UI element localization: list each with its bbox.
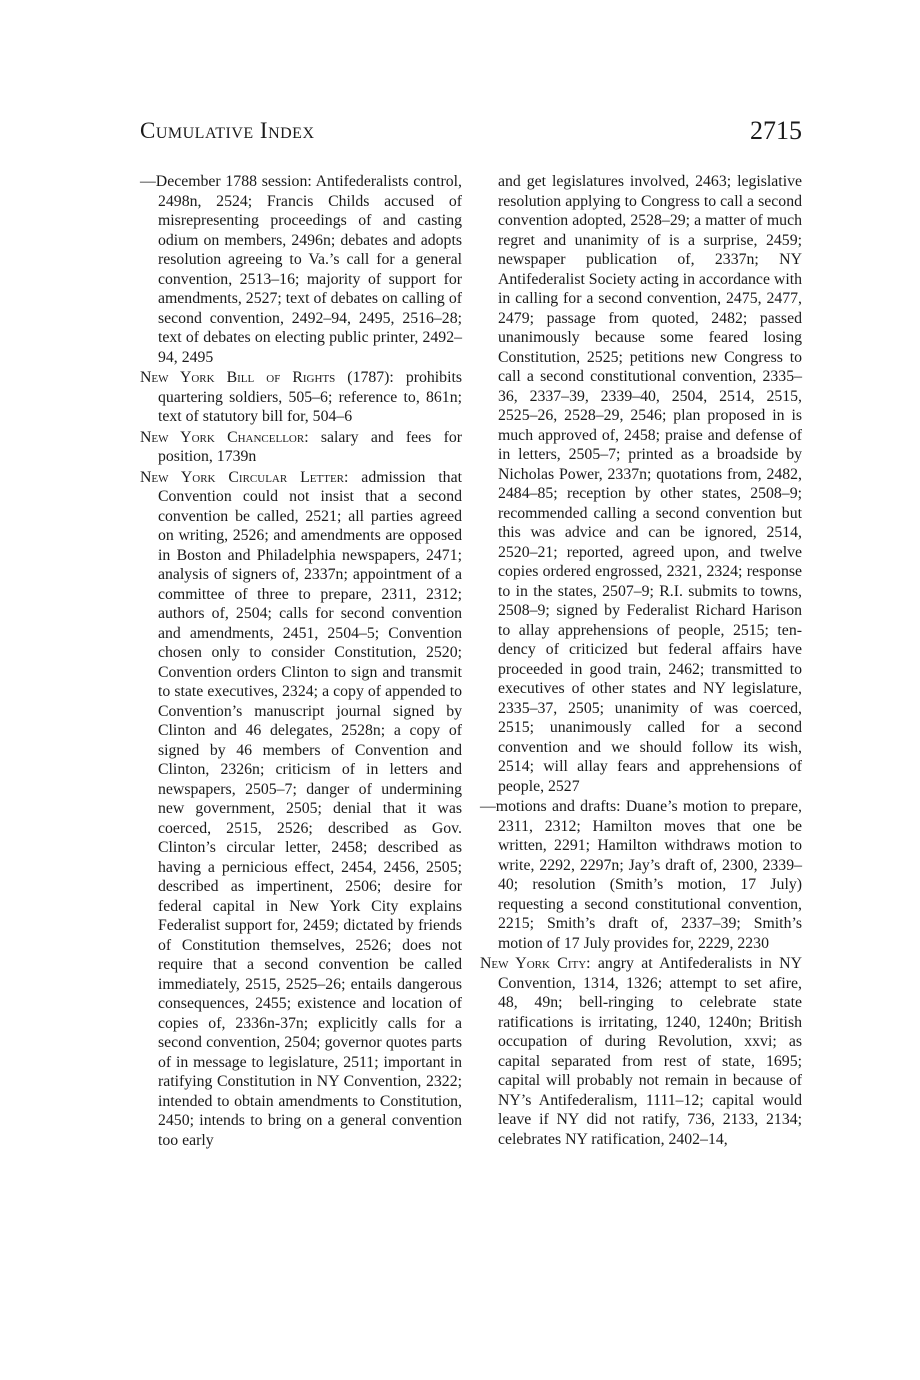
- entry-heading: New York Bill of Rights: [140, 369, 336, 386]
- index-entry: [140, 368, 462, 427]
- running-title: Cumulative Index: [140, 118, 315, 143]
- index-entry-continuation: [480, 172, 802, 796]
- index-entry: [480, 954, 802, 1149]
- entry-text: and get legislatures involved, 2463; legislative resolution applying to Congress to call a second convention adopted, 2528–29; a matter of much regret and unanimity of is a surprise, 2459; newspaper publication of, 2337n; NY Antifederalist Society acting in accordance with in calling for a second convention, 2475, 2477, 2479; passage from quoted, 2482; passed unanimously because some feared losing Constitution, 2525; petitions new Congress to call a second constitutional convention, 2335–36, 2337–39, 2339–40, 2504, 2514, 2515, 2525–26, 2528–29, 2546; plan proposed in is much approved of, 2458; praise and defense of in letters, 2505–7; printed as a broadside by Nicholas Power, 2337n; quotations from, 2482, 2484–85; reception by other states, 2508–9; recommended calling a second convention but this was advice and can be ignored, 2514, 2520–21; reported, agreed upon, and twelve copies ordered engrossed, 2321, 2324; response to in the states, 2507–9; R.I. submits to towns, 2508–9; signed by Federalist Richard Harison to allay apprehensions of people, 2515; tendency of criticized but federal affairs have proceeded in good train, 2462; transmitted to executives of other states and NY legislature, 2335–37, 2505; unanimity of was coerced, 2515; unanimously called for a second convention and we should follow its wish, 2514; will allay fears and apprehensions of people, 2527: [498, 173, 802, 795]
- entry-text: : angry at Antifederalists in NY Convention, 1314, 1326; attempt to set afire, 48, 49n; bell-ringing to celebrate state ratifications is irritating, 1240, 1240n; British occupation of during Revolution, xxvi; as capital separated from rest of state, 1695; capital will probably not remain in because of NY’s Antifederalism, 1111–12; capital would leave if NY did not ratify, 736, 2133, 2134; celebrates NY ratification, 2402–14,: [498, 955, 802, 1148]
- entry-text: —December 1788 session: Antifederalists control, 2498n, 2524; Francis Childs accused of misrepresenting proceedings of and casting odium on members, 2496n; debates and adopts resolution agreeing to Va.’s call for a general convention, 2513–16; majority of support for amendments, 2527; text of debates on calling of second convention, 2492–94, 2495, 2516–28; text of debates on electing public printer, 2492–94, 2495: [140, 173, 462, 366]
- left-column: [140, 172, 462, 1151]
- entry-heading: New York Chancellor: [140, 428, 305, 446]
- entry-text: : salary and fees for position, 1739n: [158, 428, 462, 465]
- entry-text: : admission that Convention could not insist that a second convention be called, 2521; all parties agreed on writing, 2526; and amendments are opposed in Boston and Philadelphia newspapers, 2471; analysis of signers of, 2337n; appointment of a committee of three to prepare, 2311, 2312; authors of, 2504; calls for second convention and amendments, 2451, 2504–5; Convention chosen only to consider Constitution, 2520; Convention orders Clinton to sign and transmit to state executives, 2324; a copy of appended to Convention’s manuscript journal signed by Clinton and 46 delegates, 2528n; a copy of signed by 46 members of Convention and Clinton, 2326n; criticism of in letters and newspapers, 2505–7; danger of undermining new government, 2505; denial that it was coerced, 2515, 2526; described as Gov. Clinton’s circular letter, 2458; described as having a pernicious effect, 2454, 2456, 2505; described as impertinent, 2506; desire for federal capital in New York City explains Federalist support for, 2459; dictated by friends of Constitution themselves, 2526; does not require that a second convention be called immediately, 2515, 2525–26; entails dangerous consequences, 2455; existence and location of copies of, 2336n-37n; explicitly calls for a second convention, 2504; governor quotes parts of in message to legislature, 2511; important in ratifying Constitution in NY Convention, 2322; intended to obtain amendments to Constitution, 2450; intends to bring on a general convention too early: [158, 468, 462, 1149]
- entry-text: (1787): prohibits quartering soldiers, 505–6; reference to, 861n; text of statutory bill for, 504–6: [158, 369, 462, 425]
- entry-heading: New York City: [480, 955, 587, 972]
- index-entry: [140, 428, 462, 467]
- index-entry: [140, 172, 462, 367]
- index-entry: [140, 468, 462, 1151]
- entry-text: —motions and drafts: Duane’s motion to prepare, 2311, 2312; Hamilton moves that one be written, 2291; Hamilton withdraws motion to write, 2292, 2297n; Jay’s draft of, 2300, 2339–40; resolution (Smith’s motion, 17 July) requesting a second constitutional convention, 2215; Smith’s draft of, 2337–39; Smith’s motion of 17 July provides for, 2229, 2230: [480, 798, 802, 952]
- page-number: 2715: [750, 116, 802, 145]
- right-column: [480, 172, 802, 1150]
- entry-heading: New York Circular Letter: [140, 468, 344, 486]
- index-entry: [480, 797, 802, 953]
